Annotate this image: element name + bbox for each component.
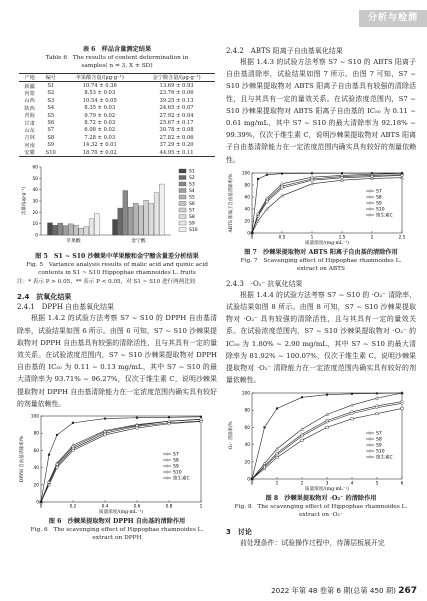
table6-title: 表 6 样品含量测定结果 [82, 46, 152, 53]
table-cell: 河南 [24, 142, 35, 149]
table-cell: 安徽 [19, 149, 40, 157]
legend-marker [369, 196, 371, 198]
data-point [48, 453, 50, 455]
legend-marker [166, 453, 168, 455]
y-axis-label: 含量/(μg·g⁻¹) [22, 187, 27, 216]
bar [63, 226, 68, 235]
data-point [401, 172, 403, 174]
x-category-label: 苹果酸 [66, 239, 81, 245]
legend-marker [166, 471, 168, 473]
table-cell: 37.29 ± 0.20 [159, 142, 194, 149]
data-point [136, 416, 138, 418]
y-tick-label: 100 [30, 414, 39, 420]
legend-swatch [179, 202, 186, 206]
bar [123, 191, 128, 235]
y-tick-label: 20 [244, 460, 250, 466]
x-tick-label: 2 [300, 481, 304, 487]
table-cell: 27.82 ± 0.06 [159, 134, 194, 141]
y-tick-label: 50 [32, 177, 38, 183]
table-row [19, 112, 215, 119]
table-cell: S3 [47, 97, 55, 104]
table-row [19, 142, 215, 149]
table-header: 编号 [40, 74, 61, 82]
legend-marker [369, 202, 371, 204]
data-point [281, 172, 283, 174]
data-point [72, 422, 74, 424]
table-header: 金宁酸含量/(μg·g⁻¹) [138, 74, 215, 82]
data-point [251, 232, 253, 234]
table-cell: 山东 [24, 127, 35, 134]
legend-swatch [179, 221, 186, 225]
table-cell: S10 [40, 149, 61, 157]
fig6-caption-en-2: extract on DPPH [92, 534, 142, 541]
legend-marker [369, 214, 371, 216]
x-tick-label: 1 [275, 481, 279, 487]
table-row [19, 97, 215, 104]
data-point [263, 427, 265, 429]
bar [149, 204, 154, 236]
legend-marker [369, 456, 371, 458]
data-point [40, 501, 42, 503]
table-cell: S4 [47, 105, 55, 112]
legend-label: S9 [376, 444, 382, 450]
legend-label: S2 [189, 176, 195, 182]
data-point [168, 416, 170, 418]
data-point [351, 393, 353, 395]
bar [94, 214, 99, 235]
legend-marker [369, 450, 371, 452]
fig8-chart [226, 389, 416, 495]
subheading-2-4-3: 2.4.3 ·O₂⁻ 抗氧化结果 [226, 279, 303, 288]
legend-label: S5 [189, 195, 195, 201]
bar [128, 207, 133, 235]
y-tick-label: 100 [241, 391, 250, 397]
fig7 [226, 169, 416, 249]
legend-label: S9 [173, 464, 179, 470]
legend-label: S8 [173, 458, 179, 464]
legend-swatch [179, 169, 186, 173]
legend-label: S10 [173, 470, 182, 476]
bar [113, 220, 118, 236]
legend-label: S8 [189, 215, 195, 221]
bar [89, 219, 94, 235]
x-tick-label: 0.5 [278, 235, 286, 241]
data-point [371, 172, 373, 174]
fig5-caption-en-2: contents in S1 ~ S10 Hippophae rhamnoides L. fruits [38, 270, 196, 277]
section-heading-2-4: 2.4 抗氧化结果 [17, 293, 72, 302]
subheading-2-4-1: 2.4.1 DPPH 自由基氧化结果 [17, 303, 115, 312]
bar [79, 228, 84, 235]
table-cell: 吉林 [24, 135, 35, 142]
x-tick-label: 0 [250, 481, 254, 487]
table-cell: S2 [47, 90, 55, 97]
y-tick-label: 0 [247, 231, 250, 237]
x-tick-label: 0.8 [165, 504, 173, 510]
y-tick-label: 20 [244, 219, 250, 225]
bar [139, 206, 144, 235]
table-cell: 39.25 ± 0.13 [159, 97, 194, 104]
fig8-caption: 图 8 沙棘果提取物对 ·O₂⁻ 的清除作用 [265, 495, 377, 503]
y-tick-label: 40 [244, 207, 250, 213]
legend-swatch [179, 182, 186, 186]
legend-label: 维生素C [376, 456, 393, 462]
bar [58, 223, 63, 235]
table-cell: 6.08 ± 0.02 [84, 127, 116, 134]
fig5-caption-en-1: Fig. 5 Variance analysis results of malic acid and quinic acid [26, 262, 208, 269]
x-tick-label: 2.5 [398, 235, 406, 241]
data-point [266, 173, 268, 175]
y-tick-label: 30 [32, 199, 38, 205]
table-cell: S1 [47, 83, 55, 90]
bar [48, 223, 53, 235]
bar [154, 193, 159, 235]
table6-title-en-2: samples( n = 3, X ± SD) [81, 63, 153, 69]
table-cell: 新疆 [24, 83, 35, 90]
fig8-caption-en-1: Fig. 8 The scavenging effect of Hippophae rhamnoides L. [234, 504, 408, 511]
table-cell: 14.32 ± 0.01 [82, 142, 117, 149]
table-cell: 44.95 ± 0.11 [138, 149, 215, 157]
data-point [251, 478, 253, 480]
legend-label: S9 [189, 221, 195, 227]
y-tick-label: 80 [244, 183, 250, 189]
data-point [326, 427, 328, 429]
legend-marker [369, 208, 371, 210]
bar [68, 224, 73, 235]
table-cell: 青海 [24, 113, 35, 120]
data-point [200, 416, 202, 418]
x-tick-label: 0.4 [101, 504, 109, 510]
fig5-caption: 图 5 S1 ~ S10 沙棘果中苹果酸和金宁酸含量差分析结果 [35, 253, 199, 261]
y-tick-label: 60 [244, 195, 250, 201]
legend-swatch [179, 176, 186, 180]
y-tick-label: 0 [35, 233, 38, 239]
legend-label: S8 [376, 195, 382, 201]
legend-label: S3 [189, 182, 195, 188]
fig7-caption-en-1: Fig. 7 Scavenging effect of Hippophae rhamnoides L. [240, 257, 402, 264]
fig6-chart [17, 412, 217, 518]
x-axis-label: 质量浓度/(mg·mL⁻¹) [99, 509, 143, 515]
x-axis-label: 质量浓度/(mg·mL⁻¹) [305, 487, 349, 493]
fig5 [17, 161, 217, 253]
fig8-caption-en-2: extract on ·O₂⁻ [299, 512, 343, 519]
table-cell: 30.78 ± 0.08 [159, 127, 194, 134]
table-row [19, 82, 215, 90]
data-point [311, 172, 313, 174]
left-column [17, 46, 217, 542]
table-cell: 24.65 ± 0.07 [159, 105, 194, 112]
y-tick-label: 100 [241, 171, 250, 177]
y-tick-label: 40 [33, 466, 39, 472]
y-tick-label: 0 [247, 477, 250, 483]
bar [144, 200, 149, 235]
legend-label: S10 [376, 450, 385, 456]
table-cell: 陕西 [24, 105, 35, 112]
table-cell: 8.35 ± 0.03 [84, 105, 116, 112]
x-category-label: 金宁酸 [131, 239, 146, 245]
y-tick-label: 40 [244, 443, 250, 449]
data-point [376, 393, 378, 395]
legend-label: S7 [376, 432, 382, 438]
x-tick-label: 1 [310, 235, 314, 241]
table-cell: S7 [47, 127, 55, 134]
x-tick-label: 2 [370, 235, 374, 241]
fig7-caption-en-2: extract on ABTS [296, 265, 346, 272]
y-axis-label: ·O₂⁻ 清除率/% [229, 421, 234, 452]
table-cell: 内蒙 [24, 90, 35, 97]
y-tick-label: 0 [36, 500, 39, 506]
issue-info: 2022 年第 48 卷第 6 期(总第 450 期) [271, 586, 396, 595]
fig8 [226, 389, 416, 495]
table6-title-en-1: Table 6 The results of content determination in [45, 55, 189, 61]
fig6-caption: 图 6 沙棘果提取物对 DPPH 自由基的清除作用 [48, 517, 186, 525]
fig5-note: 注：* 表示 P > 0.05，** 表示 P < 0.05，对 S1 ~ S10 进行两两比较 [17, 279, 196, 286]
table6 [19, 73, 215, 157]
paragraph-o2: 根据 1.4.4 的试验方法考察 S7 ~ S10 的 ·O₂⁻ 清除率，试验结果如图 8 所示。由图 8 可知，S7 ~ S10 沙棘果提取物对 ·O₂⁻ 具有较强的清除活性，且与其具有一定的量效关系。在试验浓度范围内，S7 ~ S10 沙棘果提取物对 ·O₂⁻ 的 IC₅₀ 为 1.80% ~ 2.90 mg/mL，其中 S7 ~ S10 的最大清除率为 81.92% ~ 100.07%，仅次于维生素 C。说明沙棘果提取物对 ·O₂⁻ 清除能力在一定浓度范围内确实具有较好的剂量依赖性。 [226, 290, 416, 385]
bar [133, 204, 138, 236]
table-header: 苹果酸含量/(μg·g⁻¹) [61, 74, 138, 82]
legend-label: S7 [189, 208, 195, 214]
data-point [281, 187, 284, 190]
fig7-chart [226, 169, 416, 249]
table-cell: 8.72 ± 0.03 [84, 120, 116, 127]
data-point [276, 408, 278, 410]
data-point [401, 392, 403, 394]
y-tick-label: 20 [33, 483, 39, 489]
data-point [104, 417, 106, 419]
table-cell: S8 [47, 134, 55, 141]
table-cell: 10.74 ± 0.36 [82, 83, 117, 90]
legend-swatch [179, 189, 186, 193]
legend-marker [166, 465, 168, 467]
table-row [19, 90, 215, 97]
table-cell: 9.79 ± 0.02 [84, 112, 116, 119]
data-point [401, 408, 403, 410]
bar [74, 225, 79, 235]
table-row [19, 127, 215, 134]
table-cell: 27.92 ± 0.04 [159, 112, 194, 119]
data-point [301, 397, 303, 399]
x-axis-label: 质量浓度/(mg·mL⁻¹) [305, 240, 349, 246]
legend-marker [166, 459, 168, 461]
table-cell: 10.54 ± 0.05 [82, 97, 117, 104]
legend-label: 维生素C [376, 213, 393, 219]
legend-label: S1 [189, 169, 195, 175]
bar [84, 227, 89, 235]
y-axis-label: DPPH 自由基清除率/% [20, 435, 25, 483]
legend-marker [369, 438, 371, 440]
data-point [326, 394, 328, 396]
y-tick-label: 60 [244, 426, 250, 432]
data-point [301, 428, 304, 431]
paragraph-discussion: 前处理条件：试验操作过程中，待薄层板展开完 [240, 539, 385, 548]
table-cell: 25.67 ± 0.17 [159, 120, 194, 127]
bar [118, 208, 123, 235]
x-tick-label: 6 [400, 481, 404, 487]
y-tick-label: 10 [32, 222, 38, 228]
fig7-caption: 图 7 沙棘果提取物对 ABTS 阳离子自由基的清除作用 [244, 248, 398, 256]
legend-swatch [179, 215, 186, 219]
x-tick-label: 1 [199, 504, 203, 510]
paragraph-dpph: 根据 1.4.2 的试验方法考察 S7 ~ S10 的 DPPH 自由基清除率，试验结果如图 6 所示。由图 6 可知，S7 ~ S10 沙棘果提取物对 DPPH 自由基具有较强的清除活性，且与其具有一定的量效关系。在试验浓度范围内，S7 ~ S10 沙棘果提取物对 DPPH 自由基的 IC₅₀ 为 0.11 ~ 0.13 mg/mL，其中 S7 ~ S10 的最大清除率为 93.71% ~ 96.27%，仅次于维生素 C，说明沙棘果提取物对 DPPH 自由基清除能力在一定浓度范围内确实具有较好的剂量依赖性。 [17, 314, 217, 408]
legend-swatch [179, 228, 186, 232]
y-tick-label: 80 [33, 431, 39, 437]
legend-label: S9 [376, 201, 382, 207]
legend-label: S10 [189, 228, 198, 234]
legend-label: S7 [376, 189, 382, 195]
data-point [104, 434, 107, 437]
x-tick-label: 0 [39, 504, 43, 510]
legend-swatch [179, 195, 186, 199]
table-cell: 山西 [24, 98, 35, 105]
x-tick-label: 5 [375, 481, 379, 487]
x-tick-label: 1.5 [338, 235, 346, 241]
bar [53, 226, 58, 236]
legend-label: S6 [189, 202, 195, 208]
data-point [341, 172, 343, 174]
bar [159, 184, 164, 235]
data-point [72, 449, 75, 452]
y-tick-label: 80 [244, 409, 250, 415]
table-cell: 23.76 ± 0.06 [159, 90, 194, 97]
data-point [301, 440, 303, 442]
fig6-caption-en-1: Fig. 6 The scavenging effect of Hippophae rhamnoides L. [30, 526, 204, 533]
legend-label: 维生素C [173, 476, 190, 482]
table-cell: S9 [47, 142, 55, 149]
x-tick-label: 0 [250, 235, 254, 241]
y-tick-label: 20 [32, 211, 38, 217]
table-row [19, 134, 215, 141]
table-cell: S5 [47, 112, 55, 119]
data-point [376, 413, 378, 415]
table-row [19, 105, 215, 112]
section-heading-3: 3 讨论 [226, 528, 252, 537]
page-footer [271, 586, 417, 596]
table-row [19, 119, 215, 126]
x-tick-label: 0.2 [69, 504, 77, 510]
page-number: 267 [398, 586, 417, 596]
table-cell: 8.53 ± 0.03 [84, 90, 116, 97]
table-row [19, 149, 215, 157]
x-tick-label: 4 [350, 481, 354, 487]
data-point [311, 179, 314, 182]
table-cell: 甘肃 [24, 120, 35, 127]
legend-label: S7 [173, 452, 179, 458]
legend-label: S4 [189, 189, 195, 195]
table6-body [19, 82, 215, 157]
data-point [257, 178, 259, 180]
legend-label: S8 [376, 438, 382, 444]
legend-marker [369, 432, 371, 434]
paragraph-abts: 根据 1.4.3 的试验方法考察 S7 ~ S10 的 ABTS 阳离子自由基清除率，试验结果如图 7 所示。由图 7 可知，S7 ~ S10 沙棘果提取物对 ABTS 阳离子自由基具有较强的清除活性，且与其具有一定的量效关系。在试验浓度范围内，S7 ~ S10 沙棘果提取物对 ABTS 阳离子自由基的 IC₅₀ 为 0.11 ~ 0.61 mg/mL，其中 S7 ~ S10 的最大清除率为 92.18% ~ 99.39%，仅次于维生素 C，说明沙棘果提取物对 ABTS 阳离子自由基清除能力在一定浓度范围内确实具有较好的剂量依赖性。 [226, 58, 416, 164]
section-tag: 分析与检测 [359, 10, 427, 27]
legend-marker [369, 444, 371, 446]
x-tick-label: 0.6 [133, 504, 141, 510]
data-point [56, 434, 58, 436]
fig6 [17, 412, 217, 518]
table-header: 产地 [19, 74, 40, 82]
y-tick-label: 40 [32, 188, 38, 194]
fig5-chart [17, 161, 217, 253]
y-tick-label: 60 [33, 448, 39, 454]
data-point [351, 418, 353, 420]
table-cell: 13.69 ± 0.93 [159, 83, 194, 90]
right-column [226, 46, 416, 550]
table-cell: 18.70 ± 0.02 [61, 149, 138, 157]
table-cell: 7.28 ± 0.03 [84, 134, 116, 141]
y-axis-label: ABTS 阳离子自由基清除率/% [229, 173, 234, 233]
subheading-2-4-2: 2.4.2 ABTS 阳离子自由基氧化结果 [226, 47, 343, 55]
y-tick-label: 60 [32, 165, 38, 171]
legend-label: S10 [376, 207, 385, 213]
legend-marker [166, 477, 168, 479]
table-cell: S6 [47, 120, 55, 127]
x-tick-label: 3 [325, 481, 329, 487]
table-header-row [19, 74, 215, 82]
legend-marker [369, 190, 371, 192]
data-point [266, 200, 269, 203]
legend-swatch [179, 208, 186, 212]
